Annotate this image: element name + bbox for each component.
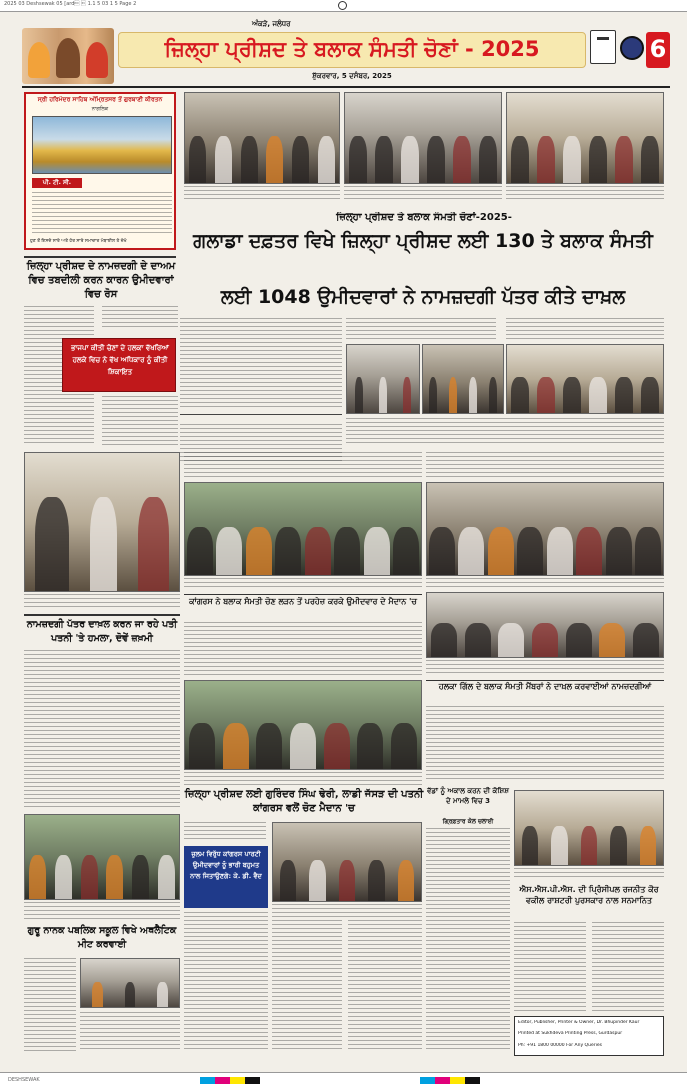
story-left2-body xyxy=(24,650,180,810)
story-mid1-body xyxy=(184,622,422,676)
ad-box xyxy=(24,92,176,250)
photo-mid-group2 xyxy=(184,680,422,770)
lead-body-col3 xyxy=(506,318,664,340)
portrait-icon xyxy=(86,42,108,78)
story-left1-headline: ਜ਼ਿਲ੍ਹਾ ਪ੍ਰੀਸ਼ਦ ਦੇ ਨਾਮਜ਼ਦਗੀ ਦੇ ਦਾਅਮ ਵਿਚ ਤਬਦੀਲੀ ਕਰਨ ਕਾਰਨ ਉਮੀਦਵਾਰਾਂ ਵਿਚ ਰੋਸ xyxy=(26,261,176,300)
photo-mid-group xyxy=(184,482,422,576)
story-right1-body xyxy=(426,706,664,782)
lead-pullquote xyxy=(180,414,342,422)
color-bar-icon xyxy=(200,1077,260,1084)
story-right2-sub: ਗ੍ਰਿਫ਼ਤਾਰ ਕੋਲ ਚਲਾਈ xyxy=(442,818,494,825)
footer-box xyxy=(514,1016,664,1056)
ad-badge-text: ਪੀ. ਟੀ. ਸੀ. xyxy=(42,179,72,186)
section-kicker: ਜ਼ਿਲ੍ਹਾ ਪ੍ਰੀਸ਼ਦ ਤੇ ਬਲਾਕ ਸੰਮਤੀ ਚੋਣਾਂ-2025- xyxy=(336,212,512,223)
story-mid2-body-col1 xyxy=(184,822,266,842)
bottom-print-strip xyxy=(0,1072,687,1089)
story-mid1-headline: ਕਾਂਗਰਸ ਨੇ ਬਲਾਕ ਸੰਮਤੀ ਚੋਣ ਲੜਨ ਤੋਂ ਪਰਹੇਜ਼ ਕਰਕੇ ਉਮੀਦਵਾਰ ਦੇ ਮੈਦਾਨ 'ਚ xyxy=(184,594,422,618)
lead-body-bottom xyxy=(184,452,422,478)
registration-mark-icon xyxy=(338,1,347,10)
lead-headline-line1: ਗਲਾਡਾ ਦਫ਼ਤਰ ਵਿਖੇ ਜ਼ਿਲ੍ਹਾ ਪ੍ਰੀਸ਼ਦ ਲਈ 130 ਤੇ ਬਲਾਕ ਸੰਮਤੀ xyxy=(193,230,653,252)
divider xyxy=(24,256,176,258)
footer-line3: Ph: +91 1800 00000 For Any Queries xyxy=(518,1043,602,1048)
story-left3-body-col2 xyxy=(80,1012,180,1052)
story-left1-body-col3 xyxy=(102,396,178,446)
photo-right2-caption xyxy=(426,660,664,676)
photo-mid2-caption xyxy=(184,772,422,786)
photo-top-3-caption xyxy=(506,186,664,202)
bottom-strip-text: DESHSEWAK xyxy=(8,1077,40,1083)
story-mid2-headline: ਜ਼ਿਲ੍ਹਾ ਪ੍ਰੀਸ਼ਦ ਲਈ ਗੁਰਿੰਦਰ ਸਿੰਘ ਢੇਰੀ, ਲਾਡੀ ਜੱਸੜ ਦੀ ਪਤਨੀ ਕਾਂਗਰਸ ਵਲੋਂ ਚੋਣ ਮੈਦਾਨ 'ਚ xyxy=(184,789,424,814)
photo-lead-3 xyxy=(506,344,664,414)
story-right1-headline: ਹਲਕਾ ਗਿੱਲ ਦੇ ਬਲਾਕ ਸੰਮਤੀ ਮੈਂਬਰਾਂ ਨੇ ਦਾਖ਼ਲ ਕਰਵਾਈਆਂ ਨਾਮਜ਼ਦਗੀਆਂ xyxy=(426,680,664,704)
photo-school-caption xyxy=(24,902,180,920)
story-left3-headline: ਗੁਰੂ ਨਾਨਕ ਪਬਲਿਕ ਸਕੂਲ ਵਿਖੇ ਅਥਲੈਟਿਕ ਮੀਟ ਕਰਵਾਈ xyxy=(27,925,177,950)
story-right2-headline: ਵੱਡਾਂ ਨੂੰ ਅਕਾਲ ਕਰਨ ਦੀ ਕੋਸ਼ਿਸ਼ ਦੇ ਮਾਮਲੇ ਵਿਚ 3 xyxy=(427,787,509,805)
right-text-upper xyxy=(426,452,664,478)
page-title: ਜ਼ਿਲ੍ਹਾ ਪ੍ਰੀਸ਼ਦ ਤੇ ਬਲਾਕ ਸੰਮਤੀ ਚੋਣਾਂ - 2025 xyxy=(164,37,540,61)
masthead xyxy=(22,20,670,88)
photo-top-2-caption xyxy=(344,186,502,202)
photo-top-1 xyxy=(184,92,340,184)
ad-body-text xyxy=(32,192,172,234)
photo-right-group2 xyxy=(426,592,664,658)
photo-right1-caption xyxy=(426,578,664,590)
golden-temple-photo xyxy=(32,116,172,174)
story-right3-body-col1 xyxy=(514,922,586,1012)
issue-date: ਸ਼ੁੱਕਰਵਾਰ, 5 ਦਸੰਬਰ, 2025 xyxy=(312,72,392,80)
story-left3-body-col1 xyxy=(24,958,76,1052)
photo-school-athletics xyxy=(24,814,180,900)
photo-lead-2 xyxy=(422,344,504,414)
photo-top-3 xyxy=(506,92,664,184)
story-right3-headline: ਐਸ.ਐਸ.ਪੀ.ਐਸ. ਦੀ ਪ੍ਰਿੰਸੀਪਲ ਰਜਨੀਤ ਕੌਰ ਵਕੀਲ ਰਾਸ਼ਟਰੀ ਪੁਰਸਕਾਰ ਨਾਲ ਸਨਮਾਨਿਤ xyxy=(519,885,659,905)
footer-line1: Editor, Publisher, Printer & Owner, Dr. Bhupinder Kaur xyxy=(518,1020,640,1025)
lead-photo-caption xyxy=(346,418,664,446)
photo-school-2 xyxy=(80,958,180,1008)
photo-mid-caption xyxy=(184,578,422,590)
footer-line2: Printed at Sukhdeva Printing Press, Gurdaspur xyxy=(518,1031,623,1036)
masthead-kicker: ਅੰਕੜੇ, ਜਲੰਧਰ xyxy=(252,20,291,28)
page-number: 6 xyxy=(649,35,667,63)
ad-badge xyxy=(32,178,82,188)
story-left1-body-col2 xyxy=(102,306,178,330)
photo-left-portrait xyxy=(24,452,180,592)
photo-right-group1 xyxy=(426,482,664,576)
lead-body-col1 xyxy=(180,318,342,410)
callout-text: ਜ਼ੁਲਮ ਵਿਰੁੱਧ ਕਾਂਗਰਸ ਪਾਰਟੀ ਉਮੀਦਵਾਰਾਂ ਨੂੰ ਭਾਰੀ ਬਹੁਮਤ ਨਾਲ ਜਿਤਾਉਣਗੇ: ਕੇ. ਡੀ. ਵੈਦ xyxy=(190,850,262,880)
masthead-portraits xyxy=(22,28,114,84)
story-mid2-callout xyxy=(184,846,268,908)
color-bar-icon xyxy=(420,1077,480,1084)
story-mid2-body-col1b xyxy=(184,912,268,1052)
story-right2-body xyxy=(426,828,510,1052)
ad-sub: ਨਾਗਲਿਕ xyxy=(91,106,109,112)
portrait-icon xyxy=(56,38,80,78)
story-mid2-body-col2 xyxy=(272,920,342,1052)
top-print-strip xyxy=(0,0,687,12)
lead-body-col2 xyxy=(346,318,496,340)
photo-mid3-caption xyxy=(272,904,422,918)
photo-lead-1 xyxy=(346,344,420,414)
photo-right-award xyxy=(514,790,664,866)
page-number-badge xyxy=(646,32,670,68)
story-left1-callout xyxy=(62,338,176,392)
story-mid2-body-col3 xyxy=(348,920,422,1052)
photo-mid-group3 xyxy=(272,822,422,902)
ballot-box-icon xyxy=(590,30,616,64)
ad-footer: ਹੁਣ ਤੋਂ ਇਸਦੇ ਸਾਰੇ ਅਤੇ ਹੋਰ ਸਾਰੇ ਸਮਾਚਾਰ ਮੋਬਾਈਲ ਤੇ ਦੇਖੋ xyxy=(30,239,127,244)
print-info-text: 2025 03 Deshsewak 05 [ard 1.1 5 03 1 5 Page 2 xyxy=(4,1,137,7)
lead-headline-line2: ਲਈ 1048 ਉਮੀਦਵਾਰਾਂ ਨੇ ਨਾਮਜ਼ਦਗੀ ਪੱਤਰ ਕੀਤੇ ਦਾਖ਼ਲ xyxy=(220,286,626,308)
photo-award-caption xyxy=(514,868,664,880)
photo-left-caption xyxy=(24,594,180,610)
ballot-seal-icon xyxy=(620,36,644,60)
ad-heading: ਸ੍ਰੀ ਹਰਿਮੰਦਰ ਸਾਹਿਬ ਅੰਮ੍ਰਿਤਸਰ ਤੋਂ ਗੁਰਬਾਣੀ ਕੀਰਤਨ xyxy=(37,96,163,103)
callout-text: ਭਾਜਪਾ ਕੀਤੀ ਚੋਣਾਂ ਦੇ ਹਲਕਾ ਵੱਖਰਿਆਂ ਹਲਕੇ ਵਿਚ ਨੇ ਵੱਖ ਅਧਿਕਾਰ ਨੂੰ ਕੀਤੀ ਸ਼ਿਕਾਇਤ xyxy=(71,344,169,376)
divider xyxy=(24,614,180,616)
photo-top-1-caption xyxy=(184,186,340,202)
story-right3-body-col2 xyxy=(592,922,664,1012)
portrait-icon xyxy=(28,42,50,78)
story-left2-headline: ਨਾਮਜ਼ਦਗੀ ਪੱਤਰ ਦਾਖ਼ਲ ਕਰਨ ਜਾ ਰਹੇ ਪਤੀ ਪਤਨੀ 'ਤੇ ਹਮਲਾ, ਦੋਵੇਂ ਜ਼ਖ਼ਮੀ xyxy=(26,619,178,644)
photo-top-2 xyxy=(344,92,502,184)
